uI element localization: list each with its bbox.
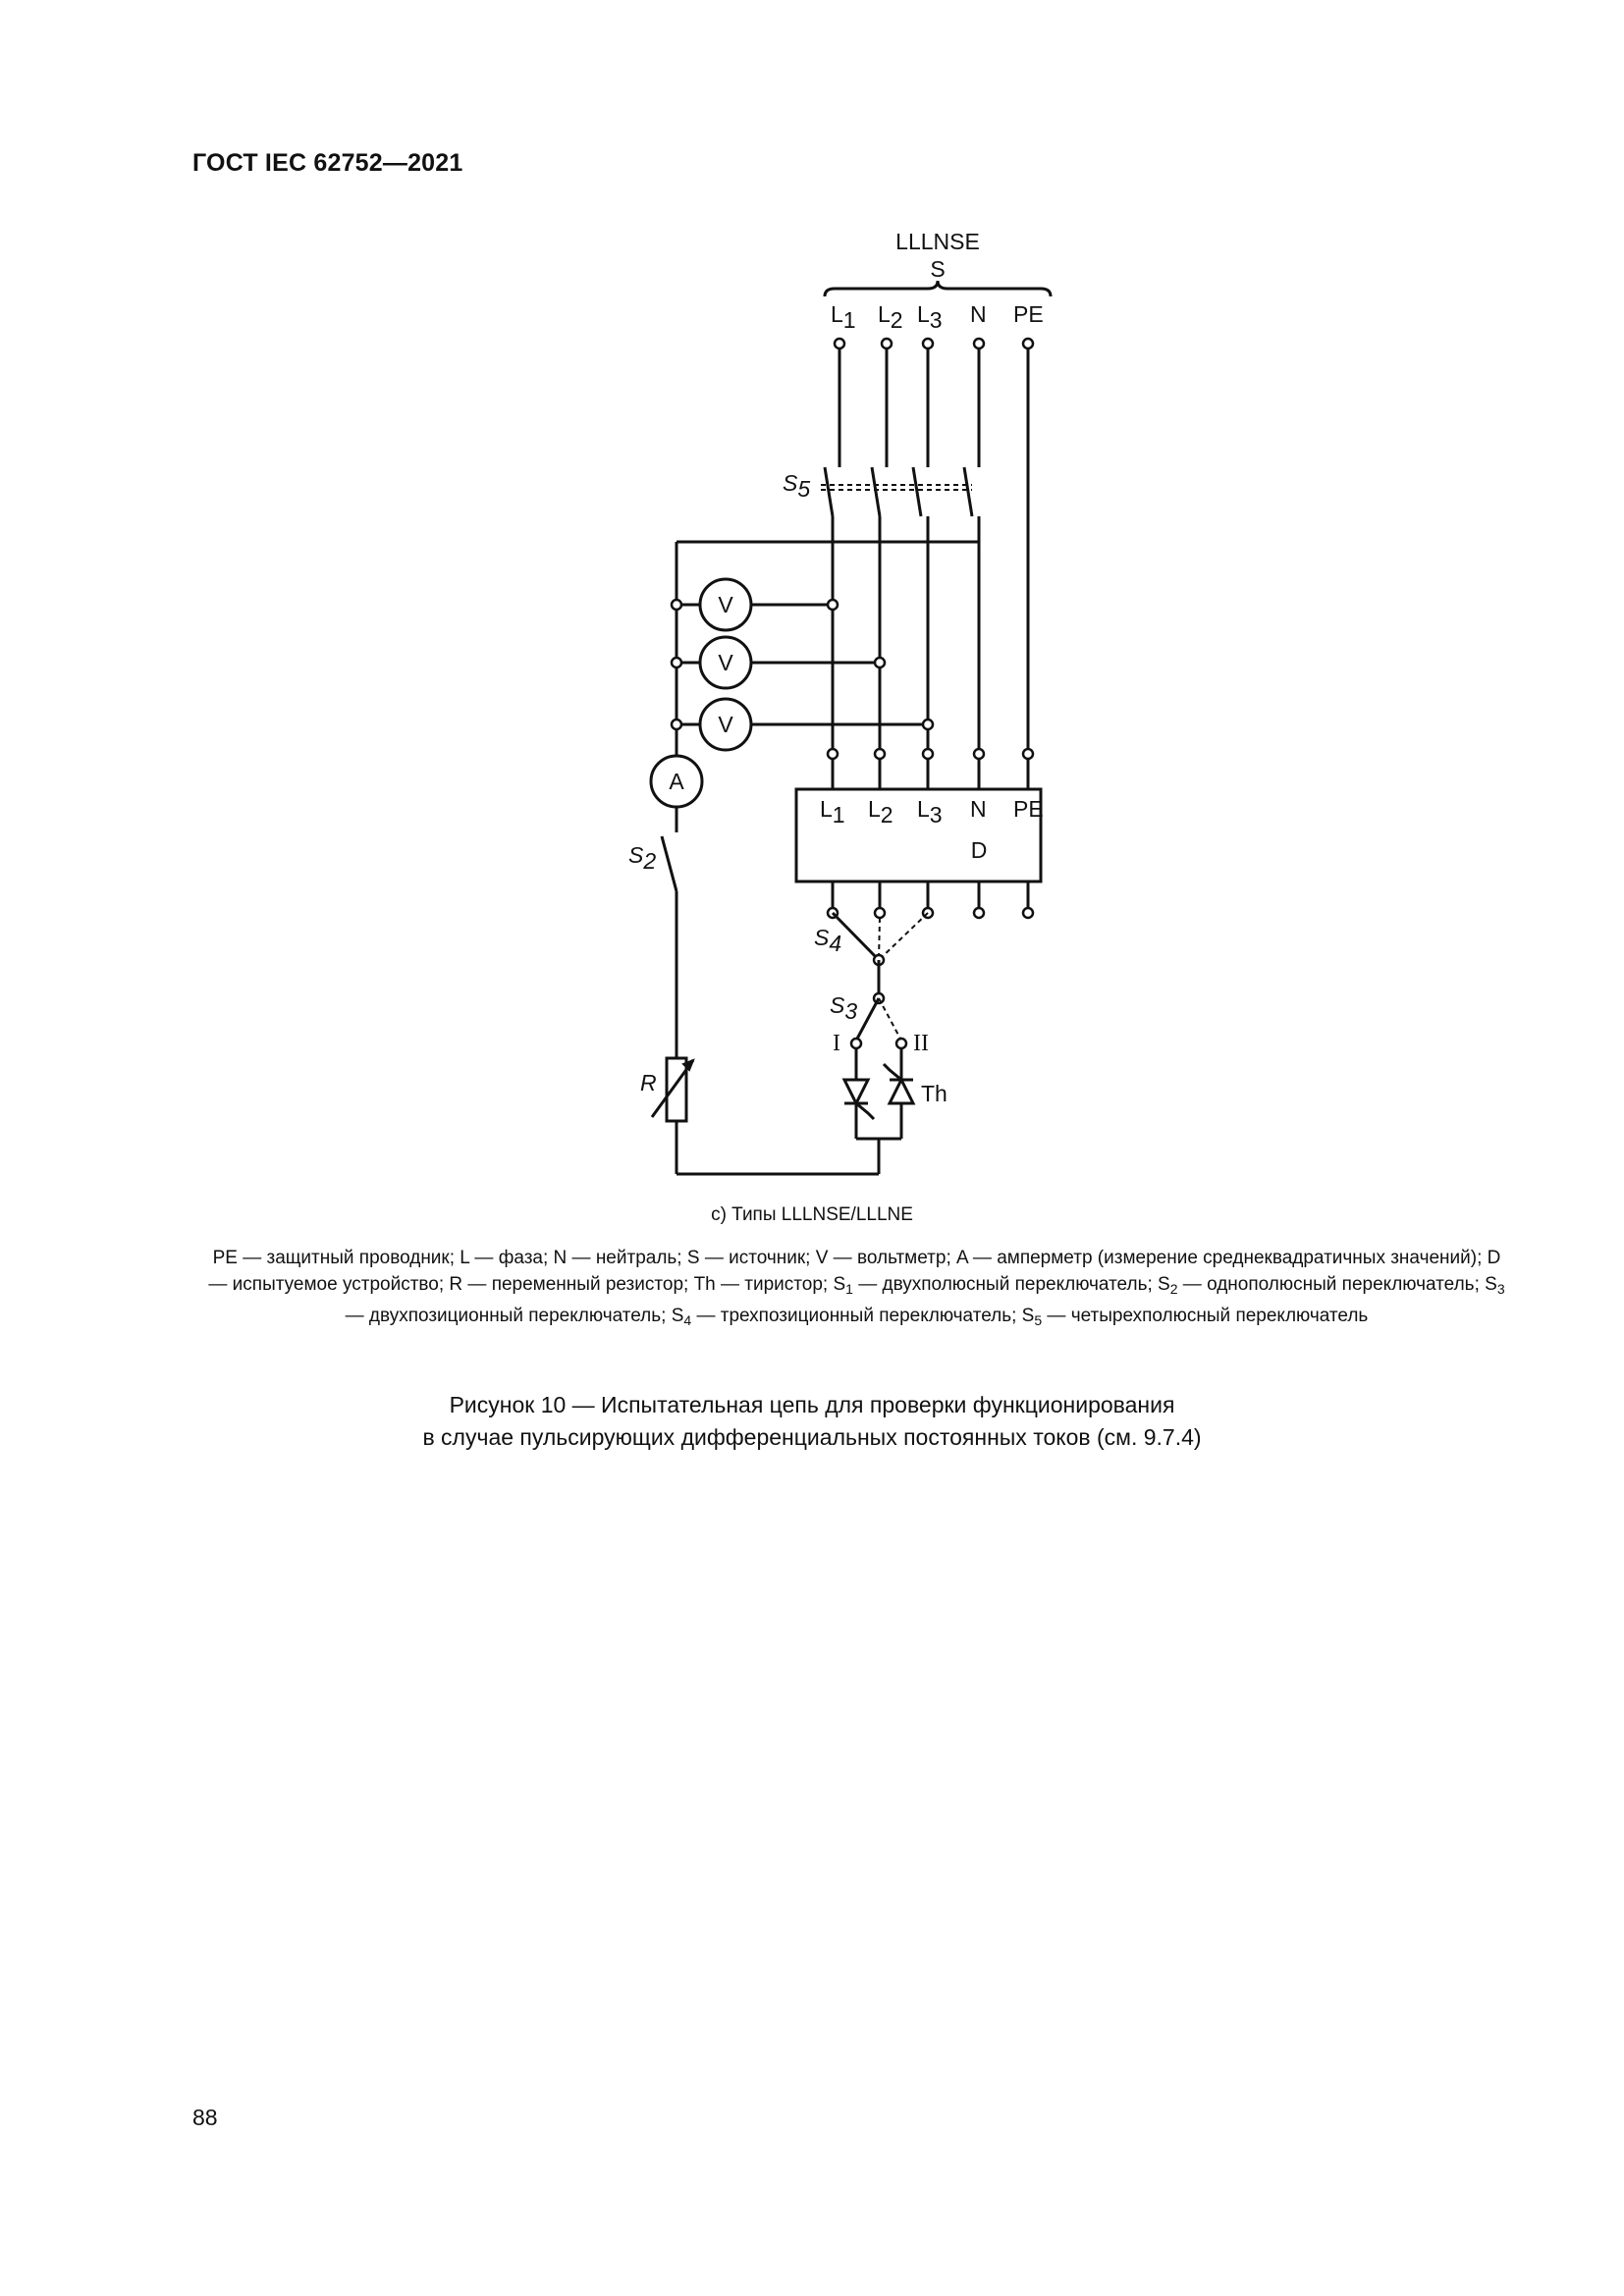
legend-subscript: 1 [845, 1281, 853, 1297]
legend-part: — двухпозиционный переключатель; S [345, 1306, 684, 1326]
variable-resistor [640, 1058, 879, 1174]
position-2-label: II [913, 1031, 929, 1056]
position-1-label: I [833, 1031, 840, 1056]
voltmeter-1-label: V [718, 592, 733, 617]
device-label-n: N [970, 796, 987, 822]
figure-caption [0, 1389, 1624, 1454]
top-terminal-labels [831, 301, 1044, 333]
figure-caption-line-1: Рисунок 10 — Испытательная цепь для проверки функционирования [449, 1392, 1175, 1417]
terminal-label-l1: L1 [831, 301, 856, 333]
subfigure-caption: c) Типы LLLNSE/LLLNE [711, 1204, 913, 1225]
source-title: LLLNSE [895, 229, 980, 254]
supply-lines [835, 339, 1033, 754]
switch-s4 [814, 913, 928, 998]
device-under-test [796, 749, 1044, 918]
terminal-label-l3: L3 [917, 301, 943, 333]
legend-part: — трехпозиционный переключатель; S [691, 1306, 1035, 1326]
legend-subscript: 4 [683, 1312, 692, 1328]
legend-part: — двухполюсный переключатель; S [852, 1274, 1170, 1295]
ammeter-label: A [669, 769, 684, 794]
s2-label: S2 [628, 842, 657, 874]
legend-text [201, 1245, 1512, 1334]
device-label-l1: L1 [820, 796, 845, 828]
source-label: S [930, 256, 946, 282]
legend-part: — четырехполюсный переключатель [1042, 1306, 1369, 1326]
s4-label: S4 [814, 925, 842, 956]
source-brace [825, 281, 1051, 296]
resistor-label: R [640, 1070, 657, 1095]
terminal-label-n: N [970, 301, 987, 327]
switch-s5 [783, 467, 979, 754]
legend-subscript: 2 [1169, 1281, 1178, 1297]
device-label-l3: L3 [917, 796, 943, 828]
device-label-pe: PE [1013, 796, 1044, 822]
s5-label: S5 [783, 470, 811, 502]
legend-part: — однополюсный переключатель; S [1177, 1274, 1497, 1295]
page-number: 88 [192, 2105, 218, 2130]
voltmeter-2-label: V [718, 650, 733, 675]
legend-subscript: 3 [1496, 1281, 1505, 1297]
device-label-d: D [970, 837, 988, 863]
terminal-label-l2: L2 [878, 301, 903, 333]
s3-label: S3 [830, 992, 858, 1024]
switch-s2 [628, 836, 677, 1058]
terminal-label-pe: PE [1013, 301, 1044, 327]
figure-caption-line-2: в случае пульсирующих дифференциальных постоянных токов (см. 9.7.4) [422, 1424, 1202, 1450]
legend-part: PE — защитный проводник; L — фаза; N — нейтраль; S — источник; V — вольтметр; A — амперметр (измерение среднеквадратичных значений); D — испытуемое устройство; R — переменный резистор; Th — тиристор; S [208, 1248, 1501, 1295]
switch-s3 [830, 992, 929, 1056]
document-header: ГОСТ IEC 62752—2021 [192, 149, 463, 177]
thyristor-pair [844, 1048, 947, 1139]
voltmeter-3-label: V [718, 712, 733, 737]
legend-subscript: 5 [1034, 1312, 1043, 1328]
thyristor-label: Th [921, 1081, 947, 1106]
device-label-l2: L2 [868, 796, 893, 828]
